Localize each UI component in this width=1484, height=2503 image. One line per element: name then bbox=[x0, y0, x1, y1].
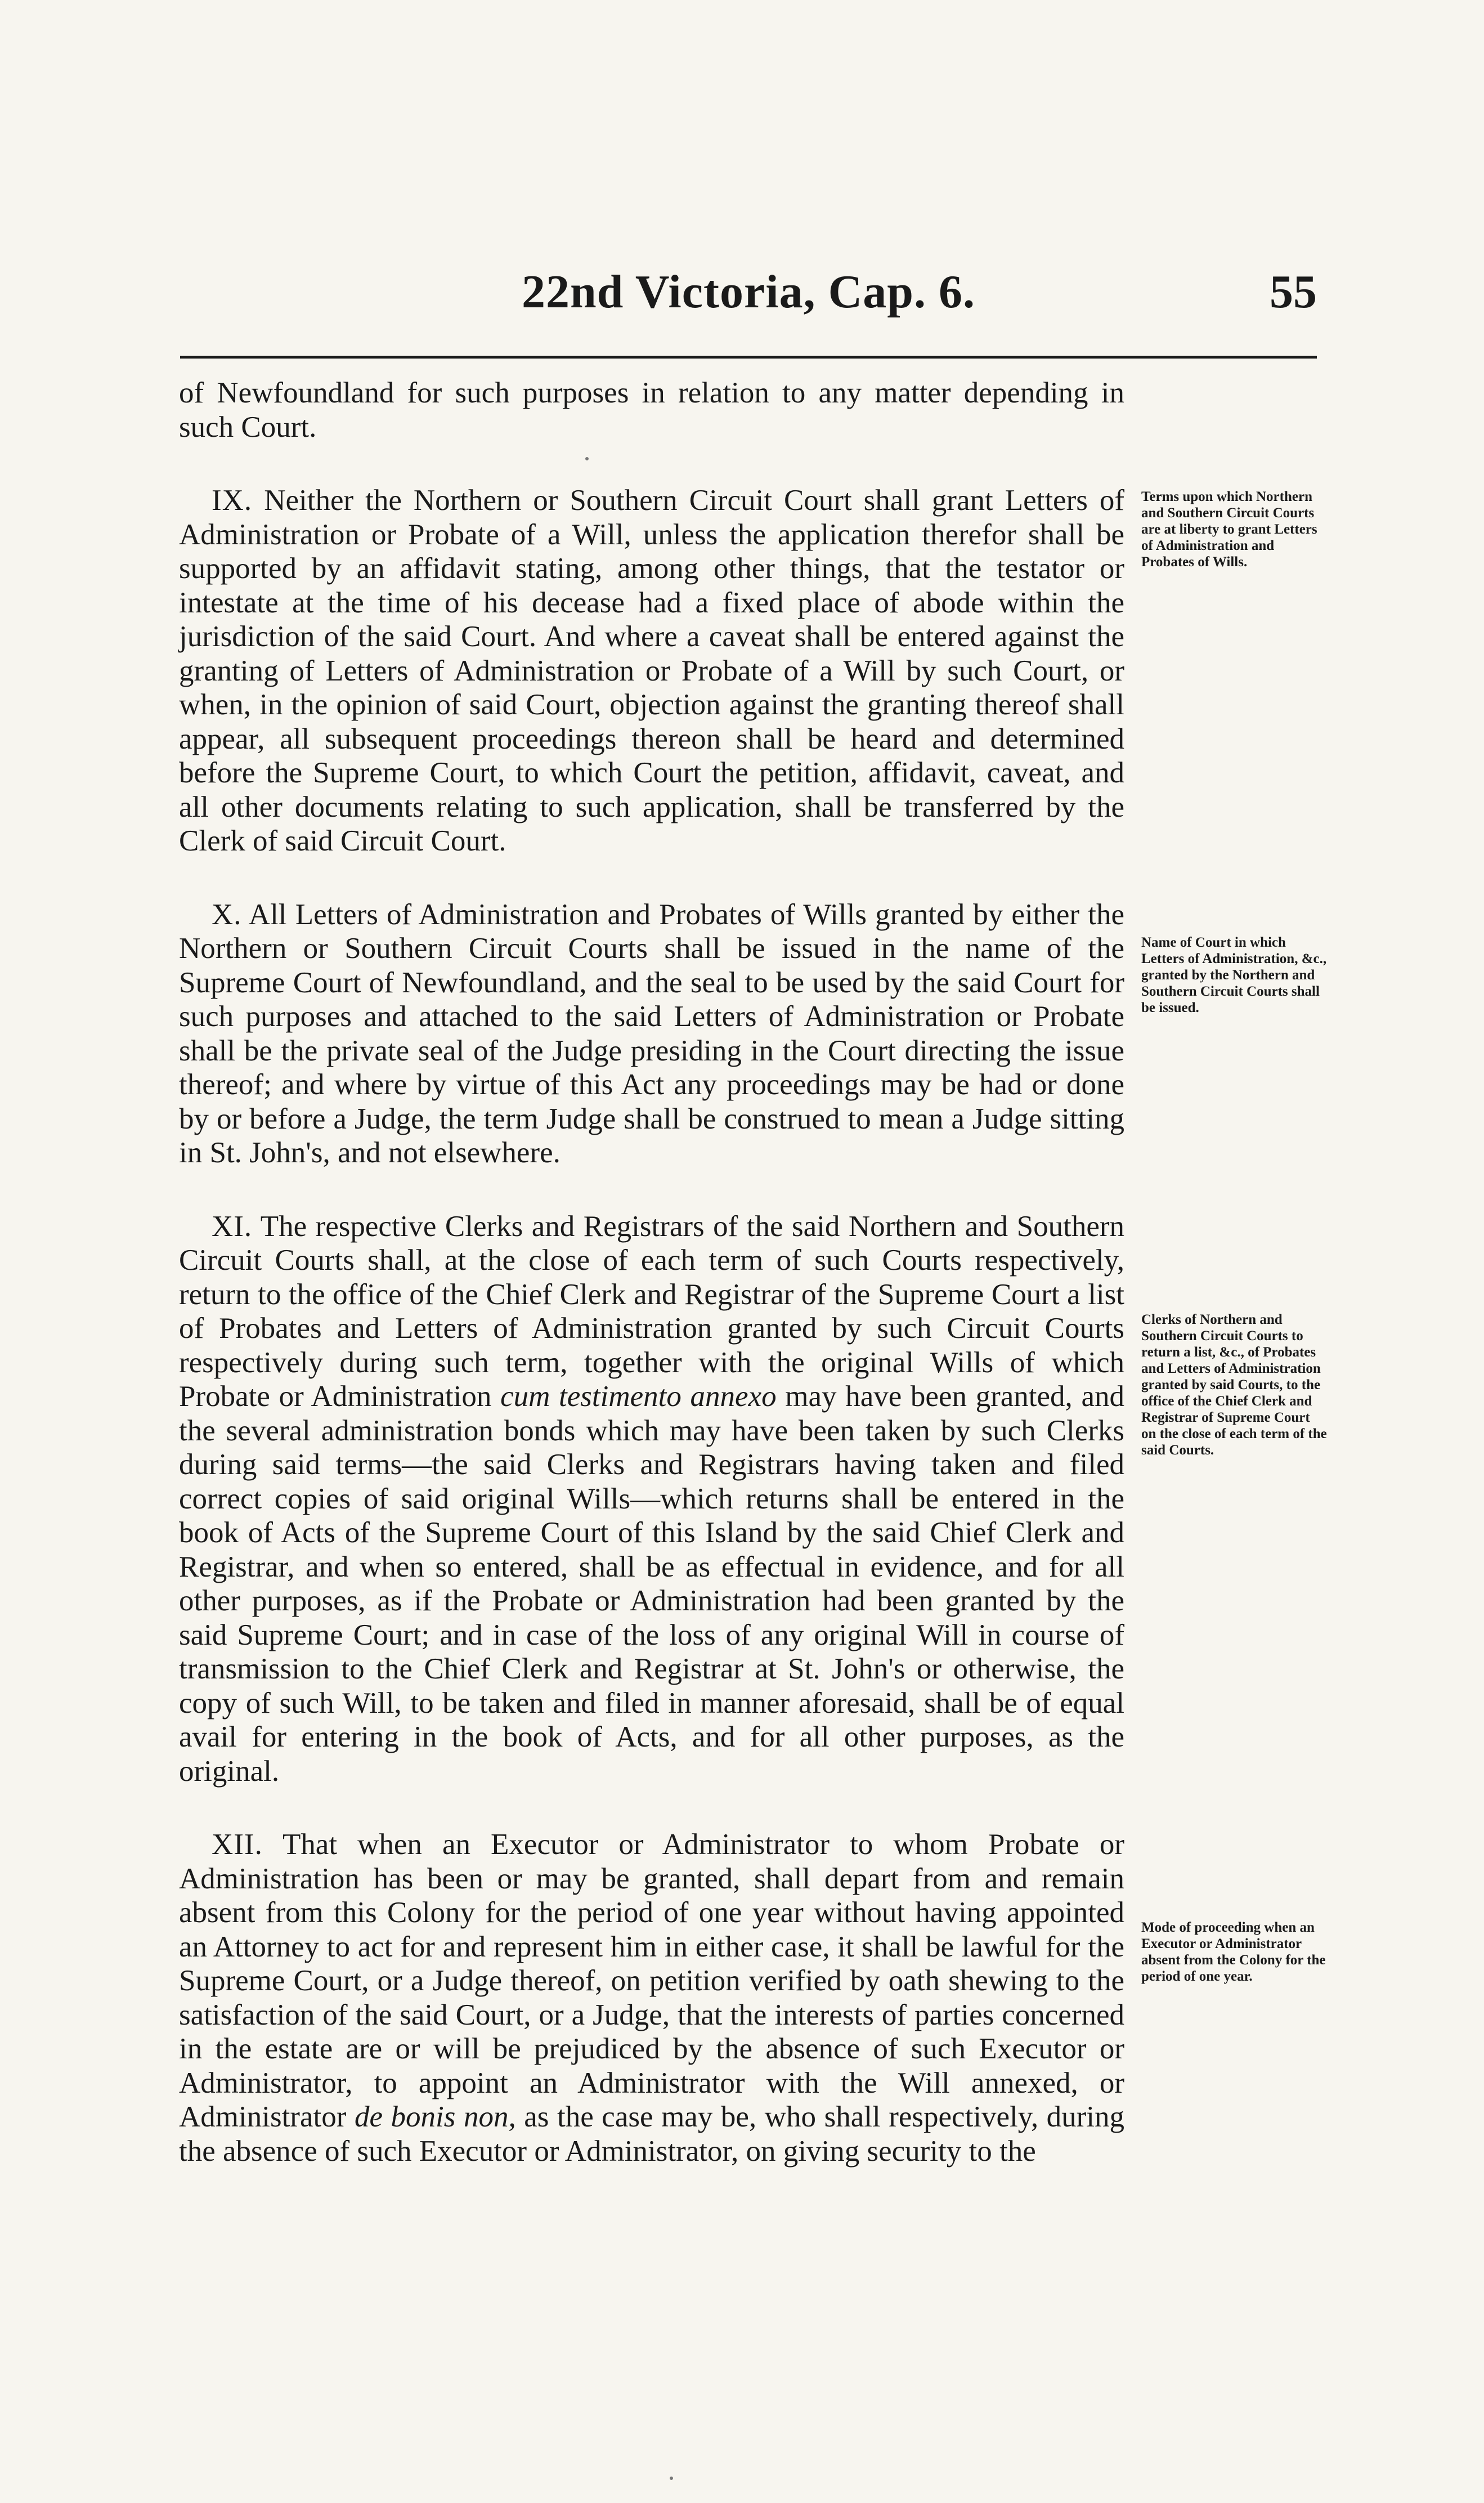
side-note-xii: Mode of proceeding when an Executor or Administrator absent from the Colony for the period of one year. bbox=[1141, 1920, 1326, 1984]
body-text bbox=[179, 376, 1124, 2168]
print-speck bbox=[670, 2477, 673, 2480]
section-number: XI. bbox=[212, 1210, 253, 1243]
section-text: Neither the Northern or Southern Circuit Court shall grant Letters of Administration or Probate of a Will, unless the application therefor shall be supported by an affidavit stating, among other things, that the testator or intestate at the time of his decease had a fixed place of abode within the jurisdiction of the said Court. And where a caveat shall be entered against the granting of Letters of Administration or Probate of a Will by such Court, or when, in the opinion of said Court, objection against the granting thereof shall appear, all subsequent proceedings thereon shall be heard and determined before the Supreme Court, to which Court the petition, affidavit, caveat, and all other documents relating to such application, shall be transferred by the Clerk of said Circuit Court. bbox=[179, 484, 1124, 857]
header-rule bbox=[180, 356, 1317, 359]
section-text: may have been granted, and the several administration bonds which may have been taken by such Clerks during said terms—the said Clerks and Registrars having taken and filed correct copies of said original Wills—which returns shall be entered in the book of Acts of the Supreme Court of this Island by the said Chief Clerk and Registrar, and when so entered, shall be as effectual in evidence, and for all other purposes, as if the Probate or Administration had been granted by the said Supreme Court; and in case of the loss of any original Will in course of transmission to the Chief Clerk and Registrar at St. John's or otherwise, the copy of such Will, to be taken and filed in manner aforesaid, shall be of equal avail for entering in the book of Acts, and for all other purposes, as the original. bbox=[179, 1380, 1124, 1788]
page-header bbox=[180, 265, 1317, 332]
side-note-ix: Terms upon which Northern and Southern Circuit Courts are at liberty to grant Letters of Administration and Probates of Wills. bbox=[1141, 489, 1317, 570]
running-title: 22nd Victoria, Cap. 6. bbox=[521, 266, 976, 318]
print-speck bbox=[585, 457, 589, 460]
section-number: X. bbox=[212, 898, 242, 931]
section-xii bbox=[179, 1828, 1124, 2168]
latin-phrase: cum testimento annexo bbox=[500, 1380, 777, 1413]
section-x bbox=[179, 898, 1124, 1170]
side-note-x: Name of Court in which Letters of Administration, &c., granted by the Northern and Southern Circuit Courts shall be issued. bbox=[1141, 935, 1327, 1015]
section-text: That when an Executor or Administrator to whom Probate or Administration has been or may be granted, shall depart from and remain absent from this Colony for the period of one year without having appointed an Attorney to act for and represent him in either case, it shall be lawful for the Supreme Court, or a Judge thereof, on petition verified by oath shewing to the satisfaction of the said Court, or a Judge, that the interests of parties concerned in the estate are or will be prejudiced by the absence of such Executor or Administrator, to appoint an Administrator with the Will annexed, or Administrator bbox=[179, 1828, 1125, 2133]
continuation-paragraph: of Newfoundland for such purposes in relation to any matter depending in such Court. bbox=[179, 377, 1124, 444]
latin-phrase: de bonis non, bbox=[354, 2101, 516, 2133]
side-note-xi: Clerks of Northern and Southern Circuit Courts to return a list, &c., of Probates and Letters of Administration granted by said Courts, to the office of the Chief Clerk and Registrar of Supreme Court on the close of each term of the said Courts. bbox=[1141, 1312, 1327, 1458]
section-xi bbox=[179, 1210, 1124, 1789]
page-number: 55 bbox=[1270, 266, 1317, 318]
section-text: as the case may be, who shall respectively, during the absence of such Executor or Administrator, on giving security to the bbox=[179, 2101, 1125, 2168]
section-ix bbox=[179, 483, 1124, 858]
section-text: The respective Clerks and Registrars of the said Northern and Southern Circuit Courts shall, at the close of each term of such Courts respectively, return to the office of the Chief Clerk and Registrar of the Supreme Court a list of Probates and Letters of Administration granted by such Circuit Courts respectively during such term, together with the original Wills of which Probate or Administration bbox=[179, 1210, 1125, 1413]
section-number: XII. bbox=[212, 1828, 263, 1861]
section-number: IX. bbox=[212, 484, 253, 517]
section-text: All Letters of Administration and Probates of Wills granted by either the Northern or Southern Circuit Courts shall be issued in the name of the Supreme Court of Newfoundland, and the seal to be used by the said Court for such purposes and attached to the said Letters of Administration or Probate shall be the private seal of the Judge presiding in the Court directing the issue thereof; and where by virtue of this Act any proceedings may be had or done by or before a Judge, the term Judge shall be construed to mean a Judge sitting in St. John's, and not elsewhere. bbox=[179, 898, 1124, 1169]
